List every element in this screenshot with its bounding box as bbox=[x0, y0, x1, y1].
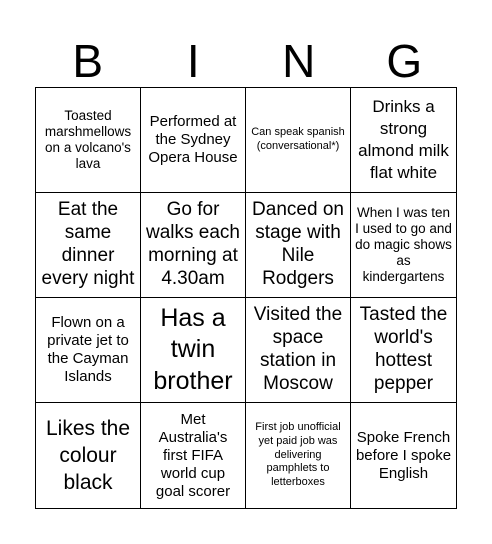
header-letter-i: I bbox=[186, 35, 200, 87]
bingo-cell[interactable]: Flown on a private jet to the Cayman Islands bbox=[36, 298, 141, 403]
bingo-header bbox=[35, 36, 457, 86]
bingo-cell[interactable]: Danced on stage with Nile Rodgers bbox=[246, 193, 351, 298]
bingo-cell[interactable]: Performed at the Sydney Opera House bbox=[141, 88, 246, 193]
bingo-cell[interactable]: Met Australia's first FIFA world cup goal scorer bbox=[141, 403, 246, 508]
bingo-cell[interactable]: Likes the colour black bbox=[36, 403, 141, 508]
header-letter-n: N bbox=[282, 35, 316, 87]
bingo-cell[interactable]: Tasted the world's hottest pepper bbox=[351, 298, 456, 403]
bingo-cell[interactable]: Eat the same dinner every night bbox=[36, 193, 141, 298]
bingo-cell[interactable]: Visited the space station in Moscow bbox=[246, 298, 351, 403]
bingo-cell[interactable]: Toasted marshmellows on a volcano's lava bbox=[36, 88, 141, 193]
bingo-cell[interactable]: When I was ten I used to go and do magic shows as kindergartens bbox=[351, 193, 456, 298]
header-letter-g: G bbox=[386, 35, 423, 87]
bingo-cell[interactable]: Can speak spanish (conversational*) bbox=[246, 88, 351, 193]
bingo-cell[interactable]: First job unofficial yet paid job was delivering pamphlets to letterboxes bbox=[246, 403, 351, 508]
header-letter-b: B bbox=[72, 35, 104, 87]
bingo-cell[interactable]: Go for walks each morning at 4.30am bbox=[141, 193, 246, 298]
bingo-cell[interactable]: Drinks a strong almond milk flat white bbox=[351, 88, 456, 193]
bingo-board bbox=[35, 87, 457, 509]
bingo-cell[interactable]: Spoke French before I spoke English bbox=[355, 428, 452, 482]
bingo-cell[interactable]: Has a twin brother bbox=[141, 298, 246, 403]
